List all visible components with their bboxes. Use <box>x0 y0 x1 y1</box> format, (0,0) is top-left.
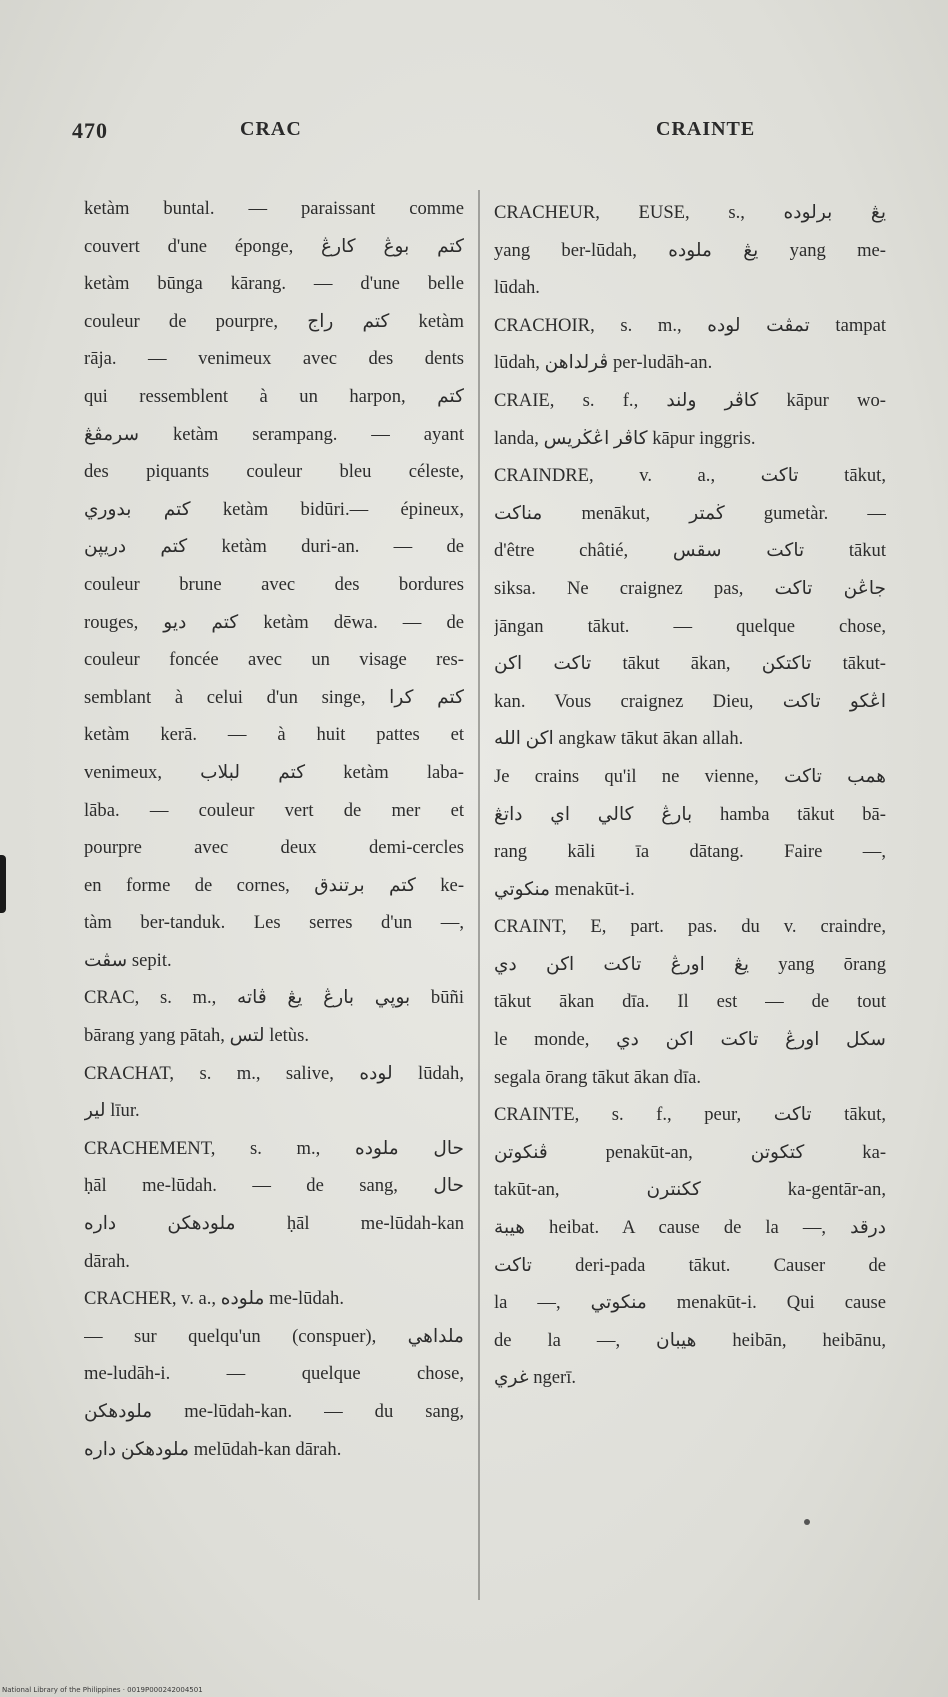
text-line: غري ngerī. <box>494 1367 577 1389</box>
text-line: yang ber-lūdah, يڠ ملوده yang me- <box>494 239 886 261</box>
text-line: la —, منكوتي menakūt-i. Qui cause <box>494 1292 886 1314</box>
text-line: ڤنكوتن penakūt-an, كتكوتن ka- <box>494 1141 886 1163</box>
right-running-head: CRAINTE <box>656 118 756 140</box>
text-line: ملودهكن داره melūdah-kan dārah. <box>84 1438 342 1460</box>
right-column <box>494 194 886 1397</box>
text-line: تاكت اكن tākut ākan, تاكتكن tākut- <box>494 653 886 675</box>
text-line: le monde, سكل اورڠ تاكت اكن دي <box>494 1029 886 1051</box>
text-line: kan. Vous craignez Dieu, اڠكو تاكت <box>494 690 886 712</box>
text-line: ketàm kerā. — à huit pattes et <box>84 724 464 746</box>
text-line: سڤت sepit. <box>84 949 172 971</box>
text-line: ملودهكن داره ḥāl me-lūdah-kan <box>84 1213 464 1235</box>
text-line: CRACHER, v. a., ملوده me-lūdah. <box>84 1288 344 1310</box>
text-line: CRACHAT, s. m., salive, لوده lūdah, <box>84 1062 464 1084</box>
text-line: CRAINT, E, part. pas. du v. craindre, <box>494 916 886 938</box>
text-line: CRACHEMENT, s. m., حال ملوده <box>84 1137 464 1159</box>
text-line: siksa. Ne craignez pas, جاڠن تاكت <box>494 577 886 599</box>
text-line: bārang yang pātah, لتس letùs. <box>84 1025 309 1047</box>
text-line: اكن الله angkaw tākut ākan allah. <box>494 728 744 750</box>
text-line: ketàm buntal. — paraissant comme <box>84 198 464 219</box>
text-line: ḥāl me-lūdah. — de sang, حال <box>84 1175 464 1197</box>
text-line: dārah. <box>84 1250 130 1272</box>
left-running-head: CRAC <box>240 118 302 140</box>
text-line: venimeux, كتم لبلاب ketàm laba- <box>84 761 464 783</box>
text-line: couleur foncée avec un visage res- <box>84 649 464 671</box>
text-line: qui ressemblent à un harpon, كتم <box>84 385 464 407</box>
text-line: تاكت deri-pada tākut. Causer de <box>494 1254 886 1276</box>
ink-speck <box>804 1519 810 1525</box>
text-line: يڠ اورڠ تاكت اكن دي yang ōrang <box>494 953 886 975</box>
text-line: couvert d'une éponge, كتم بوڠ كارڠ <box>84 235 464 257</box>
text-line: هيبة heibat. A cause de la —, درقد <box>494 1217 886 1239</box>
text-line: takūt-an, ككنترن ka-gentār-an, <box>494 1179 886 1201</box>
text-line: me-ludāh-i. — quelque chose, <box>84 1363 464 1385</box>
text-line: en forme de cornes, كتم برتندق ke- <box>84 874 464 896</box>
text-line: lūdah, ڤرلداهن per-ludāh-an. <box>494 352 713 374</box>
text-line: des piquants couleur bleu céleste, <box>84 461 464 483</box>
text-line: couleur de pourpre, كتم راج ketàm <box>84 310 464 332</box>
text-line: rang kāli īa dātang. Faire —, <box>494 841 886 863</box>
text-line: — sur quelqu'un (conspuer), ملداهي <box>84 1325 464 1347</box>
text-line: lāba. — couleur vert de mer et <box>84 799 464 821</box>
text-line: سرمڤڠ ketàm serampang. — ayant <box>84 423 464 445</box>
column-divider <box>478 190 480 1600</box>
text-line: كتم دريڽن ketàm duri-an. — de <box>84 536 464 558</box>
text-line: ketàm būnga kārang. — d'une belle <box>84 273 464 295</box>
page-number: 470 <box>72 118 108 143</box>
text-line: CRACHOIR, s. m., تمڤت لوده tampat <box>494 314 886 336</box>
text-line: pourpre avec deux demi-cercles <box>84 837 464 859</box>
text-line: لير līur. <box>84 1100 140 1122</box>
text-line: منكوتي menakūt-i. <box>494 878 635 900</box>
text-line: Je crains qu'il ne vienne, همب تاكت <box>494 765 886 787</box>
text-line: tàm ber-tanduk. Les serres d'un —, <box>84 912 464 934</box>
binding-shadow <box>0 855 6 913</box>
text-line: de la —, هيبان heibān, heibānu, <box>494 1329 886 1351</box>
text-line: CRAINTE, s. f., peur, تاكت tākut, <box>494 1104 886 1126</box>
text-line: landa, كاڤر اڠڬريس kāpur inggris. <box>494 427 756 449</box>
text-line: segala ōrang tākut ākan dīa. <box>494 1066 702 1088</box>
left-column <box>84 190 464 1468</box>
text-line: lūdah. <box>494 277 540 299</box>
text-line: d'être châtié, تاكت سقس tākut <box>494 540 886 562</box>
text-line: بارڠ كالي اي داتڠ hamba tākut bā- <box>494 803 886 825</box>
text-line: CRAIE, s. f., كاڤر ولند kāpur wo- <box>494 389 886 411</box>
text-line: couleur brune avec des bordures <box>84 573 464 595</box>
text-line: rouges, كتم ديو ketàm dēwa. — de <box>84 611 464 633</box>
text-line: CRAC, s. m., بوڽي بارڠ يڠ ڤاته būñi <box>84 987 464 1009</box>
text-line: مناكت menākut, ڬمتر gumetàr. — <box>494 502 886 524</box>
text-line: rāja. — venimeux avec des dents <box>84 348 464 370</box>
text-line: ملودهكن me-lūdah-kan. — du sang, <box>84 1401 464 1422</box>
text-line: CRAINDRE, v. a., تاكت tākut, <box>494 465 886 487</box>
scan-footer: National Library of the Philippines · 0019P000242004501 <box>2 1686 203 1694</box>
running-header <box>0 118 948 148</box>
text-line: jāngan tākut. — quelque chose, <box>494 615 886 637</box>
text-line: semblant à celui d'un singe, كتم كرا <box>84 686 464 708</box>
text-line: CRACHEUR, EUSE, s., يڠ برلوده <box>494 202 886 223</box>
text-line: كتم بدوري ketàm bidūri.— épineux, <box>84 498 464 520</box>
text-line: tākut ākan dīa. Il est — de tout <box>494 991 886 1013</box>
